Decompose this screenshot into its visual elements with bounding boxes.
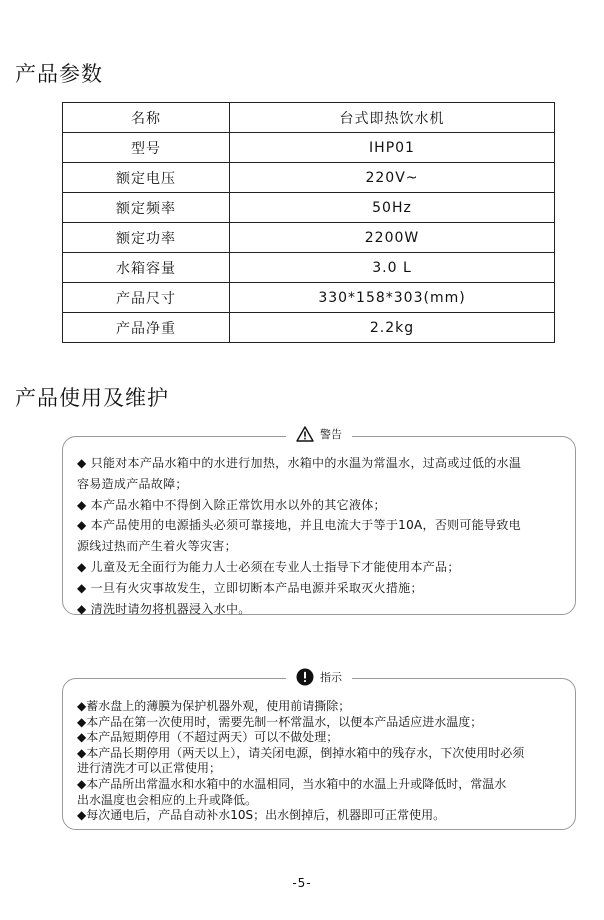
warning-box <box>62 428 576 616</box>
list-item: 进行清洗才可以正常使用； <box>77 761 222 776</box>
table-row <box>63 253 555 283</box>
table-row <box>63 133 555 163</box>
section-title-usage: 产品使用及维护 <box>15 386 169 410</box>
list-item: ◆ 本产品水箱中不得倒入除正常饮用水以外的其它液体； <box>77 497 386 512</box>
spec-value: 2200W <box>230 223 555 253</box>
tips-list <box>77 699 569 824</box>
table-row <box>63 283 555 313</box>
spec-key: 额定电压 <box>63 163 230 193</box>
list-item: 容易造成产品故障； <box>77 476 188 491</box>
warning-triangle-icon <box>296 426 314 442</box>
spec-value: 50Hz <box>230 193 555 223</box>
list-item: ◆蓄水盘上的薄膜为保护机器外观，使用前请撕除； <box>77 699 351 713</box>
list-item: 出水温度也会相应的上升或降低。 <box>77 792 258 807</box>
list-item: ◆ 一旦有火灾事故发生，立即切断本产品电源并采取灭火措施； <box>77 580 423 595</box>
list-item: ◆ 清洗时请勿将机器浸入水中。 <box>77 601 251 616</box>
list-item: ◆ 儿童及无全面行为能力人士必须在专业人士指导下才能使用本产品； <box>77 559 460 574</box>
spec-key: 型号 <box>63 133 230 163</box>
spec-value: 330*158*303(mm) <box>230 283 555 313</box>
spec-value: 台式即热饮水机 <box>230 103 555 133</box>
spec-key: 产品净重 <box>63 313 230 343</box>
spec-value: 220V~ <box>230 163 555 193</box>
warning-header <box>286 426 352 442</box>
list-item: ◆本产品长期停用（两天以上），请关闭电源，倒掉水箱中的残存水，下次使用时必须 <box>77 745 525 760</box>
spec-value: 3.0 L <box>230 253 555 283</box>
table-row <box>63 223 555 253</box>
spec-key: 额定频率 <box>63 193 230 223</box>
list-item: ◆每次通电后，产品自动补水10S；出水倒掉后，机器即可正常使用。 <box>77 808 446 823</box>
tips-header <box>286 668 352 686</box>
table-row <box>63 193 555 223</box>
spec-key: 额定功率 <box>63 223 230 253</box>
list-item: ◆本产品短期停用（不超过两天）可以不做处理； <box>77 730 339 745</box>
table-row <box>63 163 555 193</box>
table-row <box>63 313 555 343</box>
spec-key: 名称 <box>63 103 230 133</box>
list-item: ◆本产品在第一次使用时，需要先制一杯常温水，以便本产品适应进水温度； <box>77 714 483 729</box>
spec-key: 水箱容量 <box>63 253 230 283</box>
exclamation-circle-icon <box>296 668 314 686</box>
spec-key: 产品尺寸 <box>63 283 230 313</box>
list-item: ◆ 只能对本产品水箱中的水进行加热，水箱中的水温为常温水，过高或过低的水温 <box>77 456 522 470</box>
warning-list <box>77 453 569 619</box>
tips-box <box>62 671 576 830</box>
table-row <box>63 103 555 133</box>
spec-value: IHP01 <box>230 133 555 163</box>
page-number: -5- <box>292 876 312 890</box>
tips-title: 指示 <box>320 671 342 684</box>
spec-table <box>62 102 555 343</box>
warning-title: 警告 <box>320 428 342 441</box>
section-title-parameters: 产品参数 <box>15 62 103 86</box>
list-item: ◆ 本产品使用的电源插头必须可靠接地，并且电流大于等于10A，否则可能导致电 <box>77 518 521 533</box>
list-item: ◆本产品所出常温水和水箱中的水温相同，当水箱中的水温上升或降低时，常温水 <box>77 776 507 791</box>
list-item: 源线过热而产生着火等灾害； <box>77 539 237 554</box>
spec-value: 2.2kg <box>230 313 555 343</box>
